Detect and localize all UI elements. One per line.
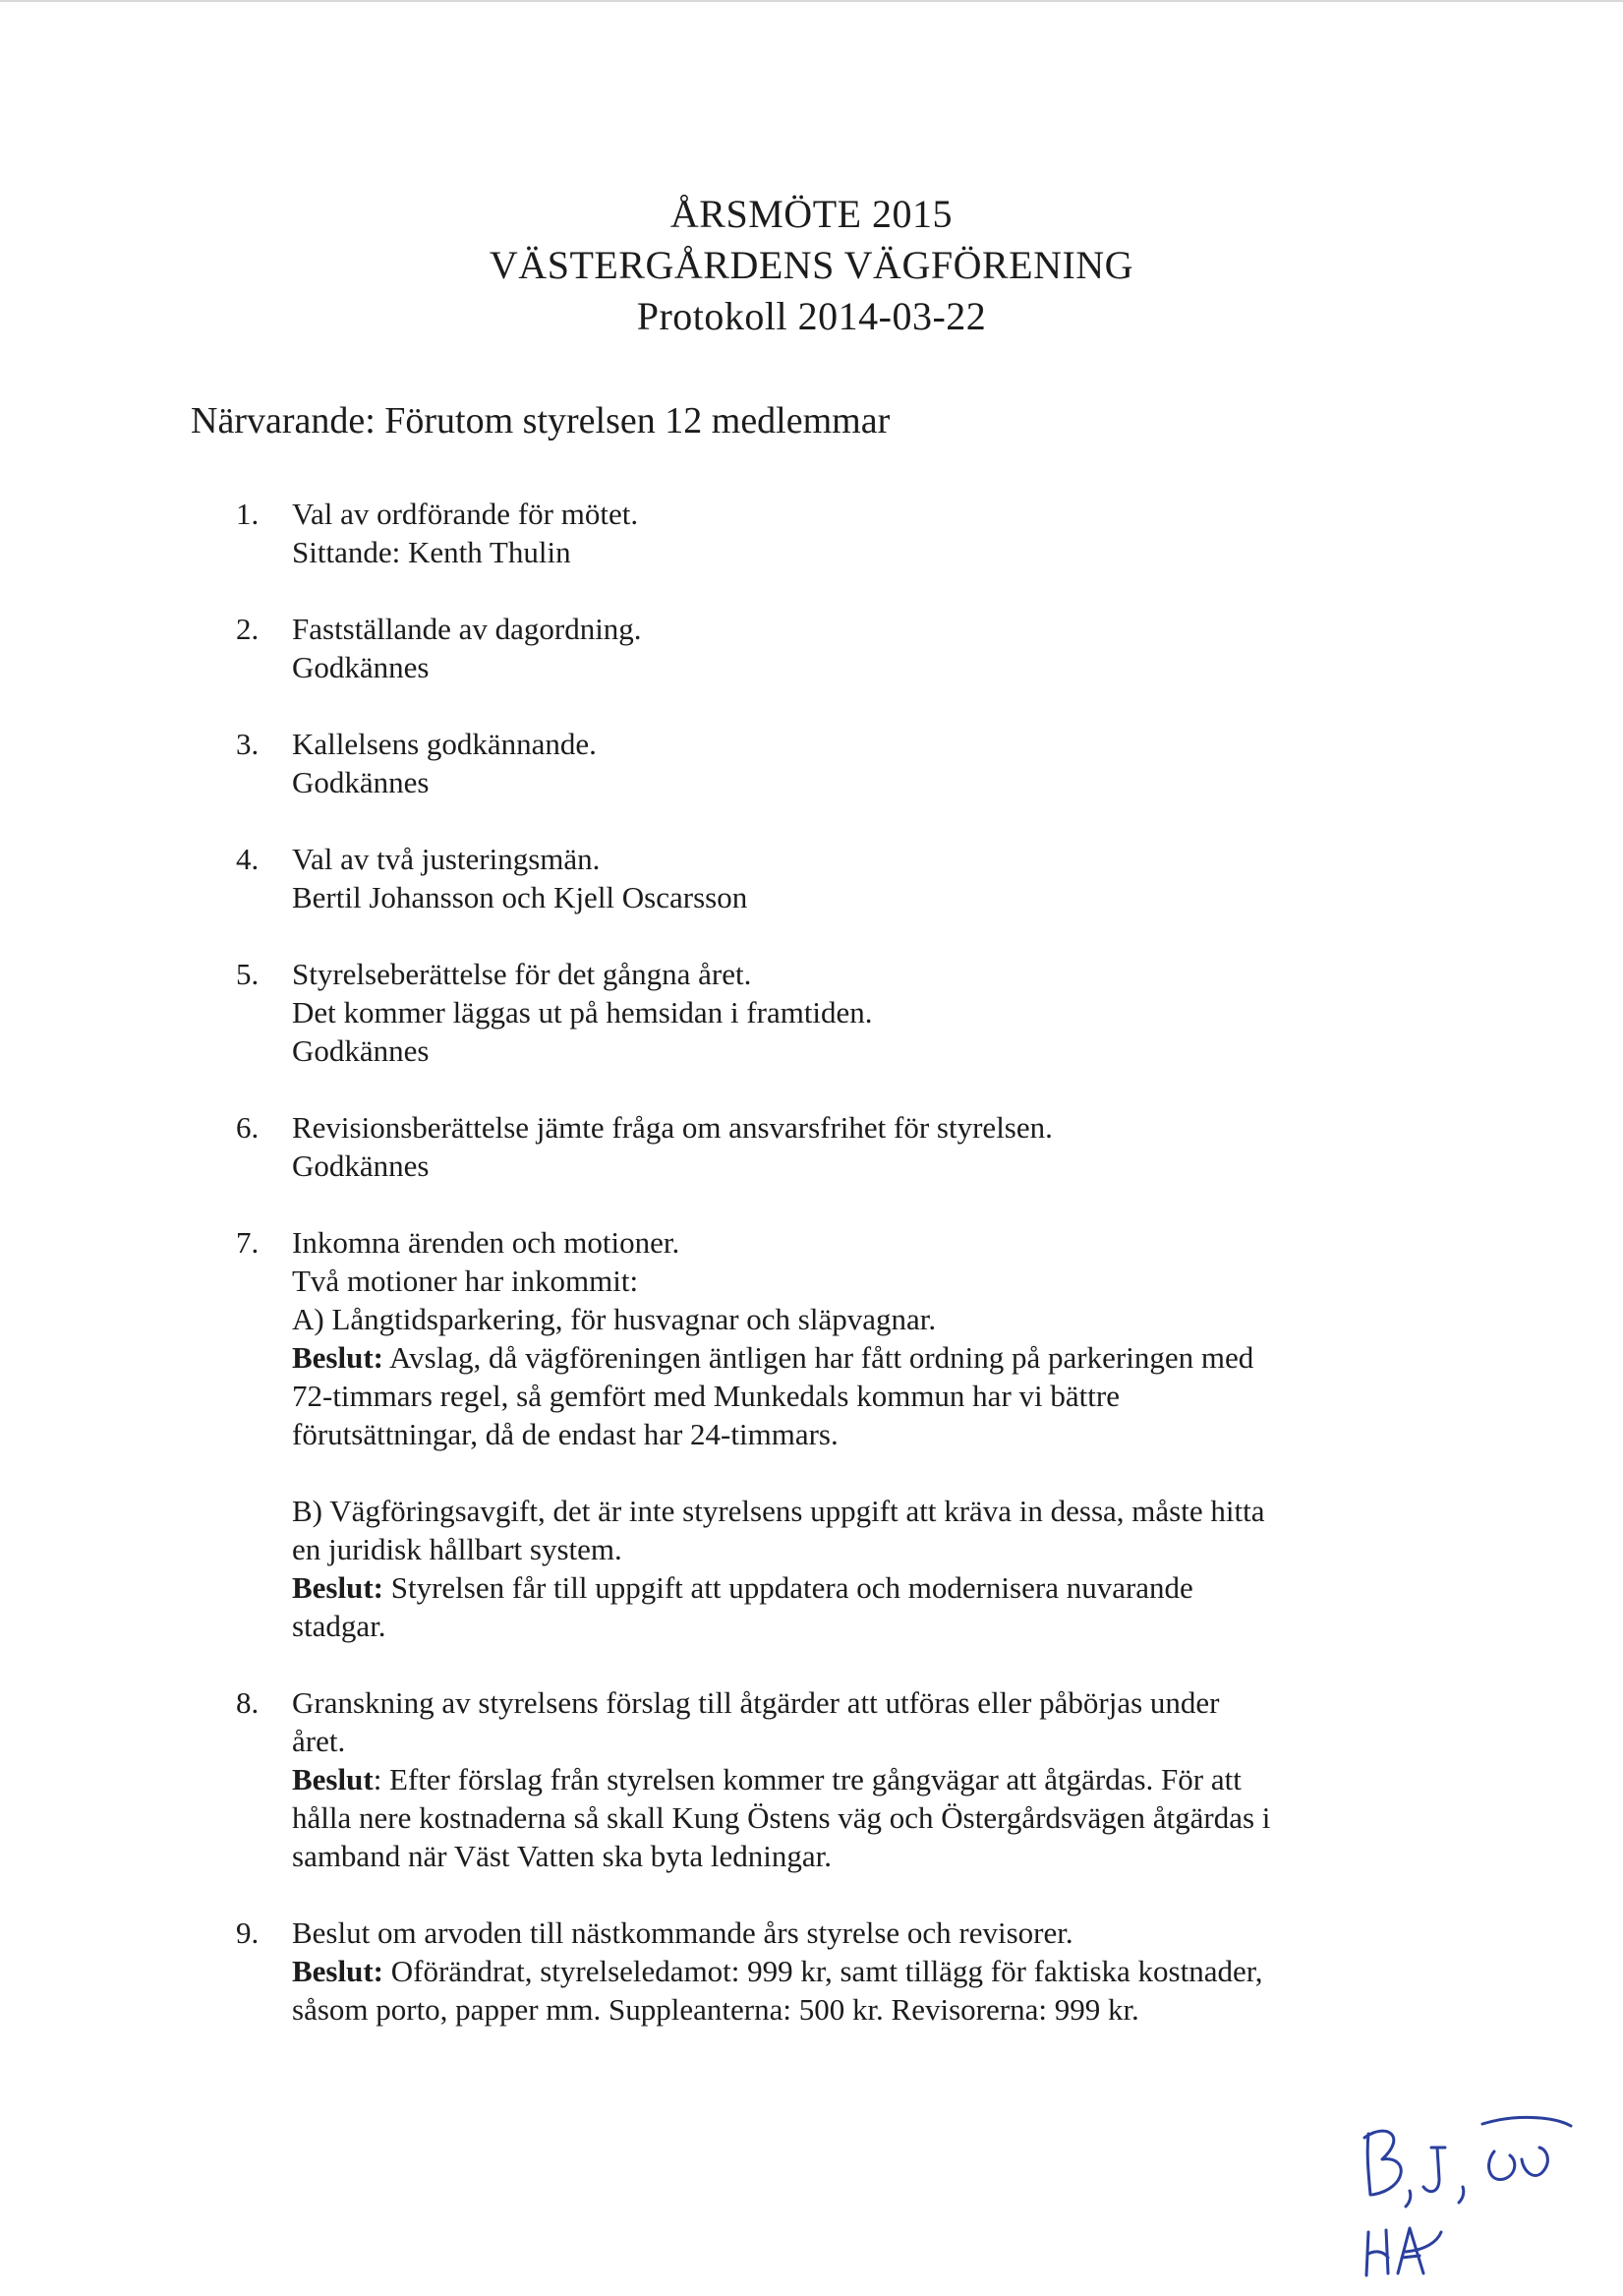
item-heading: Kallelsens godkännande. <box>292 727 597 761</box>
decision-label: Beslut <box>292 1762 374 1796</box>
decision-text: Avslag, då vägföreningen äntligen har fått ordning på parkeringen med <box>383 1340 1254 1375</box>
item-text: Sittande: Kenth Thulin <box>292 535 571 569</box>
decision-text: hålla nere kostnaderna så skall Kung Östens väg och Östergårdsvägen åtgärdas i <box>292 1800 1271 1835</box>
agenda-item-1 <box>236 495 1445 571</box>
title-line-1: ÅRSMÖTE 2015 <box>669 192 954 236</box>
decision-label: Beslut: <box>292 1954 383 1988</box>
item-text: Två motioner har inkommit: <box>292 1264 639 1298</box>
item-heading: Beslut om arvoden till nästkommande års styrelse och revisorer. <box>292 1915 1073 1950</box>
motion-a: A) Långtidsparkering, för husvagnar och släpvagnar. <box>292 1302 937 1336</box>
item-heading: Val av två justeringsmän. <box>292 842 601 876</box>
item-number: 9. <box>236 1915 260 1950</box>
item-heading: Fastställande av dagordning. <box>292 612 642 646</box>
item-heading: Styrelseberättelse för det gångna året. <box>292 957 752 991</box>
item-text: Bertil Johansson och Kjell Oscarsson <box>292 880 748 914</box>
document-title <box>0 189 1623 342</box>
item-heading-cont: året. <box>292 1724 346 1758</box>
decision-a-line <box>292 1338 1445 1377</box>
item-text: Det kommer läggas ut på hemsidan i framtiden. <box>292 995 873 1030</box>
agenda-item-4 <box>236 840 1445 916</box>
decision-label: Beslut: <box>292 1570 383 1605</box>
motion-b: B) Vägföringsavgift, det är inte styrelsens uppgift att kräva in dessa, måste hitta <box>292 1494 1265 1528</box>
decision-label: Beslut: <box>292 1340 383 1375</box>
item-heading: Granskning av styrelsens förslag till åtgärder att utföras eller påbörjas under <box>292 1685 1220 1720</box>
decision-b-line <box>292 1568 1445 1607</box>
agenda-list <box>236 495 1445 2067</box>
item-number: 1. <box>236 497 260 531</box>
title-line-2: VÄSTERGÅRDENS VÄGFÖRENING <box>489 243 1134 287</box>
decision-b-text: stadgar. <box>292 1609 386 1643</box>
motion-b-text: en juridisk hållbart system. <box>292 1532 622 1566</box>
item-heading: Inkomna ärenden och motioner. <box>292 1225 680 1260</box>
attendance-line: Närvarande: Förutom styrelsen 12 medlemmar <box>191 400 891 442</box>
item-number: 3. <box>236 727 260 761</box>
decision-text: Styrelsen får till uppgift att uppdatera och modernisera nuvarande <box>383 1570 1193 1605</box>
decision-a-text: 72-timmars regel, så gemfört med Munkedals kommun har vi bättre <box>292 1379 1120 1413</box>
paragraph-gap <box>292 1453 1445 1492</box>
item-text: Godkännes <box>292 650 430 684</box>
item-number: 6. <box>236 1110 260 1145</box>
item-heading: Revisionsberättelse jämte fråga om ansvarsfrihet för styrelsen. <box>292 1110 1053 1145</box>
agenda-item-7 <box>236 1223 1445 1645</box>
item-heading: Val av ordförande för mötet. <box>292 497 639 531</box>
decision-text: samband när Väst Vatten ska byta ledningar. <box>292 1839 832 1873</box>
item-number: 7. <box>236 1225 260 1260</box>
decision-text: : Efter förslag från styrelsen kommer tre gångvägar att åtgärdas. För att <box>373 1762 1242 1796</box>
decision-line <box>292 1760 1445 1798</box>
decision-text: Oförändrat, styrelseledamot: 999 kr, samt tillägg för faktiska kostnader, <box>383 1954 1263 1988</box>
signature-drawing <box>1347 2104 1583 2281</box>
agenda-item-8 <box>236 1683 1445 1875</box>
handwritten-initials <box>1347 2104 1583 2281</box>
agenda-item-6 <box>236 1108 1445 1185</box>
item-text: Godkännes <box>292 1033 430 1068</box>
agenda-item-3 <box>236 725 1445 801</box>
title-line-3: Protokoll 2014-03-22 <box>636 294 987 338</box>
item-text: Godkännes <box>292 765 430 799</box>
decision-line <box>292 1952 1445 1990</box>
item-number: 2. <box>236 612 260 646</box>
page-edge <box>0 0 1623 2</box>
decision-text: såsom porto, papper mm. Suppleanterna: 500 kr. Revisorerna: 999 kr. <box>292 1992 1139 2027</box>
agenda-item-9 <box>236 1913 1445 2029</box>
decision-a-text: förutsättningar, då de endast har 24-timmars. <box>292 1417 839 1451</box>
item-number: 5. <box>236 957 260 991</box>
item-text: Godkännes <box>292 1148 430 1183</box>
item-number: 4. <box>236 842 260 876</box>
agenda-item-2 <box>236 610 1445 686</box>
item-number: 8. <box>236 1685 260 1720</box>
agenda-item-5 <box>236 955 1445 1070</box>
